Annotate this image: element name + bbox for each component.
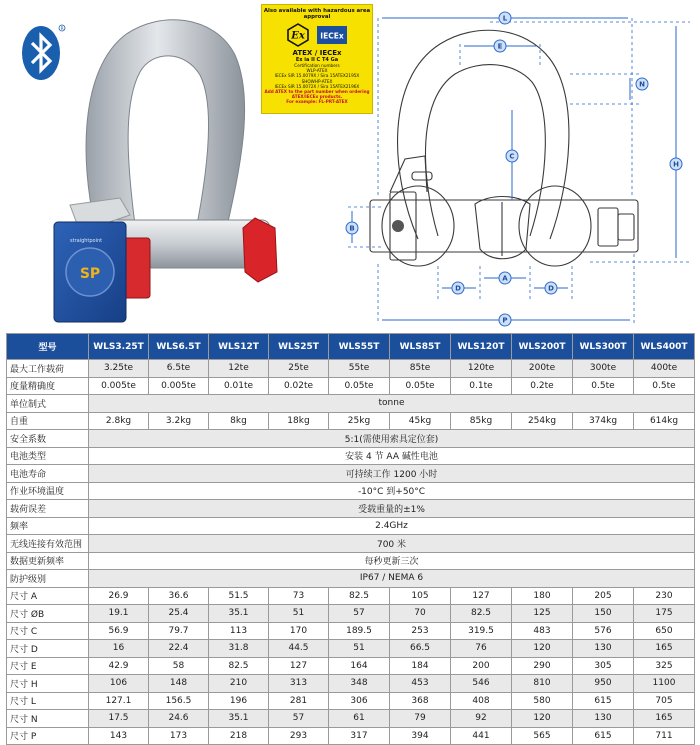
table-cell: 0.01te [209, 377, 269, 395]
table-cell: 200 [451, 657, 512, 675]
table-cell-span: 可持续工作 1200 小时 [89, 465, 695, 483]
table-cell: 810 [512, 675, 573, 693]
dim-label-d-left: D [455, 284, 461, 293]
table-cell: 66.5 [390, 640, 451, 658]
table-cell: 368 [390, 692, 451, 710]
table-cell: 164 [329, 657, 390, 675]
table-cell: 148 [149, 675, 209, 693]
column-header: WLS3.25T [89, 334, 149, 360]
table-cell: 35.1 [209, 710, 269, 728]
table-cell: 317 [329, 727, 390, 745]
table-cell: 2.8kg [89, 412, 149, 430]
row-label: 数据更新频率 [7, 552, 89, 570]
table-cell: 300te [573, 360, 634, 378]
table-cell: 127 [451, 587, 512, 605]
cert-line: IECEx SIR 15.0072X / Sira 15ATEX2196X [274, 83, 360, 89]
table-cell: 394 [390, 727, 451, 745]
table-cell-span: -10°C 到+50°C [89, 482, 695, 500]
table-cell: 31.8 [209, 640, 269, 658]
table-cell: 200te [512, 360, 573, 378]
column-header: WLS12T [209, 334, 269, 360]
table-cell: 348 [329, 675, 390, 693]
table-cell: 113 [209, 622, 269, 640]
column-header: WLS85T [390, 334, 451, 360]
table-cell: 57 [329, 605, 390, 623]
table-cell-span: 安装 4 节 AA 碱性电池 [89, 447, 695, 465]
table-cell: 12te [209, 360, 269, 378]
table-cell: 305 [573, 657, 634, 675]
table-row [7, 377, 695, 395]
table-row [7, 447, 695, 465]
row-label: 度量精确度 [7, 377, 89, 395]
table-cell: 565 [512, 727, 573, 745]
table-cell: 705 [634, 692, 695, 710]
row-label: 单位制式 [7, 395, 89, 413]
table-cell: 0.05te [329, 377, 390, 395]
product-illustration-area [0, 0, 700, 333]
table-cell: 51.5 [209, 587, 269, 605]
table-cell: 650 [634, 622, 695, 640]
table-cell: 127 [269, 657, 329, 675]
table-cell-span: IP67 / NEMA 6 [89, 570, 695, 588]
table-row [7, 570, 695, 588]
table-cell: 61 [329, 710, 390, 728]
column-header: WLS25T [269, 334, 329, 360]
dim-label-l: L [502, 14, 508, 23]
table-cell: 313 [269, 675, 329, 693]
table-cell: 180 [512, 587, 573, 605]
table-cell: 281 [269, 692, 329, 710]
table-row [7, 412, 695, 430]
table-cell: 0.5te [634, 377, 695, 395]
table-row [7, 482, 695, 500]
row-label: 载荷误差 [7, 500, 89, 518]
table-cell: 0.5te [573, 377, 634, 395]
table-cell: 0.1te [451, 377, 512, 395]
table-cell: 205 [573, 587, 634, 605]
cert-line: SHOWHP-ATEX [301, 78, 333, 84]
table-row [7, 395, 695, 413]
table-cell: 615 [573, 692, 634, 710]
table-cell-span: 700 米 [89, 535, 695, 553]
table-cell: 22.4 [149, 640, 209, 658]
table-cell: 25kg [329, 412, 390, 430]
table-row [7, 587, 695, 605]
table-row [7, 430, 695, 448]
table-cell: 106 [89, 675, 149, 693]
table-cell: 19.1 [89, 605, 149, 623]
svg-text:R: R [60, 26, 64, 32]
table-cell: 76 [451, 640, 512, 658]
table-cell: 614kg [634, 412, 695, 430]
row-label: 最大工作载荷 [7, 360, 89, 378]
table-cell: 3.25te [89, 360, 149, 378]
table-cell: 196 [209, 692, 269, 710]
table-cell: 580 [512, 692, 573, 710]
table-cell: 293 [269, 727, 329, 745]
cert-numbers-label: Certification numbers [294, 63, 340, 68]
table-cell: 189.5 [329, 622, 390, 640]
table-cell: 0.005te [89, 377, 149, 395]
row-label: 防护级别 [7, 570, 89, 588]
table-cell: 483 [512, 622, 573, 640]
row-label: 尺寸 C [7, 622, 89, 640]
row-label: 尺寸 H [7, 675, 89, 693]
table-cell: 230 [634, 587, 695, 605]
table-cell: 1100 [634, 675, 695, 693]
table-cell: 374kg [573, 412, 634, 430]
table-cell: 130 [573, 640, 634, 658]
column-header: WLS400T [634, 334, 695, 360]
table-cell: 17.5 [89, 710, 149, 728]
ex-hexagon-icon [286, 23, 310, 47]
dimension-diagram [330, 4, 695, 330]
cert-line: WLP-ATEX [306, 68, 328, 74]
table-cell-span: 5:1(需使用索具定位套) [89, 430, 695, 448]
table-cell: 290 [512, 657, 573, 675]
row-label: 作业环境温度 [7, 482, 89, 500]
table-cell: 35.1 [209, 605, 269, 623]
table-cell-span: 受载重量的±1% [89, 500, 695, 518]
table-cell: 0.2te [512, 377, 573, 395]
table-cell: 51 [269, 605, 329, 623]
table-cell: 55te [329, 360, 390, 378]
table-cell: 441 [451, 727, 512, 745]
table-row [7, 500, 695, 518]
table-cell: 26.9 [89, 587, 149, 605]
table-cell: 105 [390, 587, 451, 605]
dim-label-d-right: D [548, 284, 554, 293]
row-label: 尺寸 E [7, 657, 89, 675]
table-cell: 400te [634, 360, 695, 378]
table-row [7, 517, 695, 535]
table-row [7, 727, 695, 745]
table-cell: 325 [634, 657, 695, 675]
table-cell: 51 [329, 640, 390, 658]
table-cell: 546 [451, 675, 512, 693]
cert-header: Also available with hazardous area approval [263, 8, 371, 20]
row-label: 尺寸 ØB [7, 605, 89, 623]
table-header-row [7, 334, 695, 360]
table-cell: 85te [390, 360, 451, 378]
table-cell: 82.5 [209, 657, 269, 675]
dim-label-h: H [673, 160, 679, 169]
table-cell: 92 [451, 710, 512, 728]
table-cell: 576 [573, 622, 634, 640]
table-row [7, 657, 695, 675]
table-cell: 18kg [269, 412, 329, 430]
column-header: WLS200T [512, 334, 573, 360]
table-cell: 82.5 [451, 605, 512, 623]
table-cell: 170 [269, 622, 329, 640]
table-cell: 58 [149, 657, 209, 675]
table-row [7, 622, 695, 640]
table-cell: 615 [573, 727, 634, 745]
row-label: 尺寸 A [7, 587, 89, 605]
column-header: WLS55T [329, 334, 390, 360]
table-cell: 0.02te [269, 377, 329, 395]
table-cell: 6.5te [149, 360, 209, 378]
table-cell: 184 [390, 657, 451, 675]
svg-text:Ex: Ex [291, 30, 305, 42]
table-cell: 24.6 [149, 710, 209, 728]
row-label: 尺寸 D [7, 640, 89, 658]
cert-marking: Ex ia II C T4 Ga [295, 57, 339, 63]
row-label: 电池类型 [7, 447, 89, 465]
table-row [7, 552, 695, 570]
table-row [7, 692, 695, 710]
table-cell: 127.1 [89, 692, 149, 710]
row-label: 自重 [7, 412, 89, 430]
table-cell: 56.9 [89, 622, 149, 640]
table-row [7, 535, 695, 553]
table-cell: 25te [269, 360, 329, 378]
table-cell: 120 [512, 640, 573, 658]
shackle-logo: SP [79, 266, 101, 282]
row-label: 尺寸 L [7, 692, 89, 710]
table-cell: 82.5 [329, 587, 390, 605]
table-cell: 408 [451, 692, 512, 710]
table-cell-span: 每秒更新三次 [89, 552, 695, 570]
table-cell: 0.05te [390, 377, 451, 395]
table-cell: 70 [390, 605, 451, 623]
table-cell: 173 [149, 727, 209, 745]
table-row [7, 640, 695, 658]
table-row [7, 675, 695, 693]
table-cell: 306 [329, 692, 390, 710]
dim-label-n: N [639, 80, 645, 89]
table-cell: 453 [390, 675, 451, 693]
table-cell: 210 [209, 675, 269, 693]
table-cell: 143 [89, 727, 149, 745]
cert-line: IECEx SIR 15.0079X / Sira 15ATEX2195X [274, 73, 360, 79]
table-cell: 125 [512, 605, 573, 623]
table-cell-span: 2.4GHz [89, 517, 695, 535]
table-row [7, 605, 695, 623]
cert-atex-iecex: ATEX / IECEx [292, 49, 342, 57]
dim-label-c: C [509, 152, 515, 161]
dim-label-e: E [497, 42, 503, 51]
dim-label-b: B [349, 224, 355, 233]
table-body [7, 360, 695, 745]
row-label: 尺寸 N [7, 710, 89, 728]
table-cell: 16 [89, 640, 149, 658]
dim-label-a: A [502, 274, 508, 283]
table-cell: 130 [573, 710, 634, 728]
column-header: WLS6.5T [149, 334, 209, 360]
table-cell: 79 [390, 710, 451, 728]
table-cell: 120te [451, 360, 512, 378]
row-label: 尺寸 P [7, 727, 89, 745]
table-cell: 950 [573, 675, 634, 693]
table-cell: 156.5 [149, 692, 209, 710]
dim-label-p: P [502, 316, 508, 325]
column-header: WLS120T [451, 334, 512, 360]
table-cell: 79.7 [149, 622, 209, 640]
table-cell: 45kg [390, 412, 451, 430]
shackle-brand: straightpoint [70, 238, 103, 244]
table-cell: 175 [634, 605, 695, 623]
row-label: 频率 [7, 517, 89, 535]
table-row [7, 360, 695, 378]
table-cell: 120 [512, 710, 573, 728]
row-label: 无线连接有效范围 [7, 535, 89, 553]
table-cell: 711 [634, 727, 695, 745]
column-header: WLS300T [573, 334, 634, 360]
svg-text:IECEx: IECEx [320, 31, 344, 41]
table-cell: 25.4 [149, 605, 209, 623]
table-cell: 0.005te [149, 377, 209, 395]
table-cell: 150 [573, 605, 634, 623]
cert-note: Add ATEX to the part number when ordering ATEX/IECEx products. [264, 89, 370, 100]
shackle-photo [40, 10, 285, 335]
table-row [7, 710, 695, 728]
table-cell: 3.2kg [149, 412, 209, 430]
table-cell: 253 [390, 622, 451, 640]
table-cell: 73 [269, 587, 329, 605]
row-label: 电池寿命 [7, 465, 89, 483]
table-cell: 44.5 [269, 640, 329, 658]
table-cell: 218 [209, 727, 269, 745]
table-cell: 36.6 [149, 587, 209, 605]
column-header-model: 型号 [7, 334, 89, 360]
table-cell: 85kg [451, 412, 512, 430]
cert-example: For example: FL-PRT-ATEX [286, 99, 348, 105]
table-cell: 165 [634, 710, 695, 728]
table-cell: 57 [269, 710, 329, 728]
table-cell: 42.9 [89, 657, 149, 675]
table-cell-span: tonne [89, 395, 695, 413]
table-row [7, 465, 695, 483]
table-cell: 8kg [209, 412, 269, 430]
table-cell: 319.5 [451, 622, 512, 640]
table-cell: 254kg [512, 412, 573, 430]
row-label: 安全系数 [7, 430, 89, 448]
spec-table [6, 333, 695, 745]
table-cell: 165 [634, 640, 695, 658]
